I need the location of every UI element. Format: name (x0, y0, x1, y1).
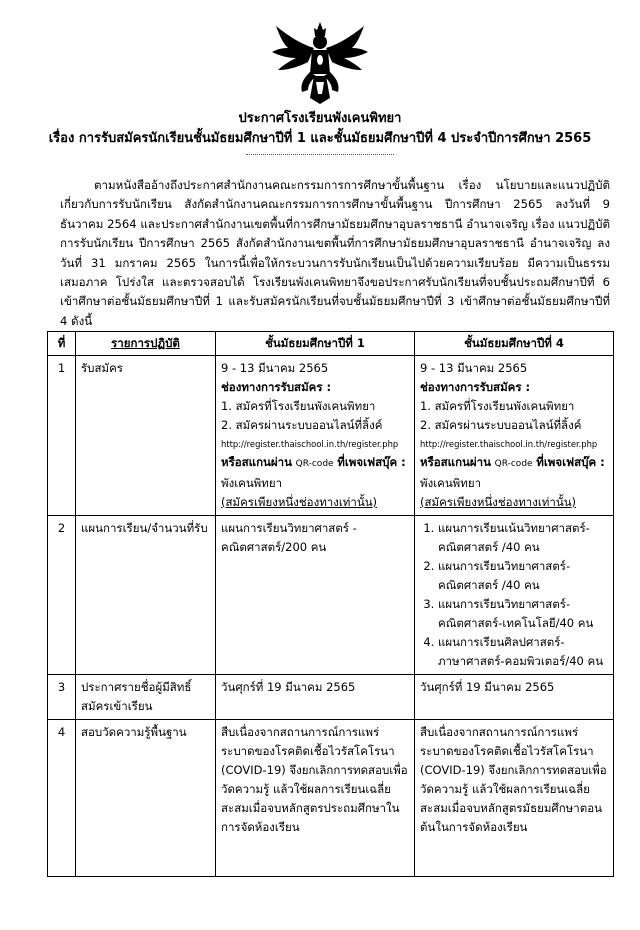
row2-no: 2 (48, 516, 76, 675)
plan4-line1: 4. แผนการเรียนศิลปศาสตร์- (438, 635, 565, 649)
plan1-line2: คณิตศาสตร์ /40 คน (438, 540, 540, 554)
row3-m1: วันศุกร์ที่ 19 มีนาคม 2565 (216, 675, 415, 720)
row1-m4-opt2: 2. สมัครผ่านระบบออนไลน์ที่ลิ้งค์ (420, 418, 582, 432)
row2-m1-line1: แผนการเรียนวิทยาศาสตร์ - (221, 521, 357, 535)
row1-no: 1 (48, 356, 76, 516)
table-row (48, 356, 614, 516)
row1-m1-note: (สมัครเพียงหนึ่งช่องทางเท่านั้น) (221, 495, 378, 509)
header-m1: ชั้นมัธยมศึกษาปีที่ 1 (216, 332, 415, 356)
body-paragraph-text: ตามหนังสืออ้างถึงประกาศสำนักงานคณะกรรมการการศึกษาขั้นพื้นฐาน เรื่อง นโยบายและแนวปฏิบัติเกี่ยวกับการรับนักเรียน สังกัดสำนักงานคณะกรรมการการศึกษาขั้นพื้นฐาน ปีการศึกษา 2565 ลงวันที่ 9 ธันวาคม 2564 และประกาศสำนักงานเขตพื้นที่การศึกษามัธยมศึกษาอุบลราชธานี อำนาจเจริญ เรื่อง แนวปฏิบัติการรับนักเรียน ปีการศึกษา 2565 สังกัดสำนักงานเขตพื้นที่การศึกษามัธยมศึกษาอุบลราชธานี อำนาจเจริญ ลงวันที่ 31 มกราคม 2565 ในการนี้เพื่อให้กระบวนการรับนักเรียนเป็นไปด้วยความเรียบร้อย มีความเป็นธรรม เสมอภาค โปร่งใส และตรวจสอบได้ โรงเรียนพังเคนพิทยาจึงขอประกาศรับนักเรียนที่จบชั้นประถมศึกษาปีที่ 6 เข้าศึกษาต่อชั้นมัธยมศึกษาปีที่ 1 และรับสมัครนักเรียนที่จบชั้นมัธยมศึกษาปีที่ 3 เข้าศึกษาต่อชั้นมัธยมศึกษาปีที่ 4 ดังนี้ (60, 178, 610, 328)
schedule-table (47, 331, 614, 877)
row1-m1-channel-title: ช่องทางการรับสมัคร : (221, 380, 332, 394)
row4-item: สอบวัดความรู้พื้นฐาน (76, 720, 216, 877)
row1-m4-channel-title: ช่องทางการรับสมัคร : (420, 380, 531, 394)
table-row (48, 516, 614, 675)
row1-m4-register-link[interactable]: http://register.thaischool.in.th/register.php (420, 439, 598, 449)
row2-m1 (216, 516, 415, 675)
row3-item (76, 675, 216, 720)
row1-m1-opt1: 1. สมัครที่โรงเรียนพังเคนพิทยา (221, 399, 376, 413)
row4-no: 4 (48, 720, 76, 877)
header-m4: ชั้นมัธยมศึกษาปีที่ 4 (415, 332, 614, 356)
row1-m4-opt1: 1. สมัครที่โรงเรียนพังเคนพิทยา (420, 399, 575, 413)
row1-m1-qr-code: QR-code (295, 459, 334, 469)
row1-m4-date: 9 - 13 มีนาคม 2565 (420, 361, 528, 375)
row1-item: รับสมัคร (76, 356, 216, 516)
row2-m4 (415, 516, 614, 675)
plan3-line2: คณิตศาสตร์-เทคโนโลยี/40 คน (438, 616, 594, 630)
row1-m1-register-link[interactable]: http://register.thaischool.in.th/register.php (221, 439, 399, 449)
list-item (438, 519, 608, 557)
row1-m1-opt2: 2. สมัครผ่านระบบออนไลน์ที่ลิ้งค์ (221, 418, 383, 432)
header-item: รายการปฏิบัติ (76, 332, 216, 356)
row1-m4-qr-post: ที่เพจเฟสบุ๊ค : (536, 455, 605, 469)
row1-m4-qr-pre: หรือสแกนผ่าน (420, 455, 491, 469)
body-paragraph (60, 176, 610, 331)
row1-m1-qr-post: ที่เพจเฟสบุ๊ค : (337, 455, 406, 469)
row3-item-line1: ประกาศรายชื่อผู้มีสิทธิ์ (81, 680, 192, 694)
table-header-row (48, 332, 614, 356)
header-no: ที่ (48, 332, 76, 356)
row1-m4-page: พังเคนพิทยา (420, 476, 482, 490)
list-item (438, 633, 608, 671)
row2-m1-line2: คณิตศาสตร์/200 คน (221, 540, 327, 554)
row2-item: แผนการเรียน/จำนวนที่รับ (76, 516, 216, 675)
school-announcement-title: ประกาศโรงเรียนพังเคนพิทยา (238, 111, 402, 126)
row3-m4: วันศุกร์ที่ 19 มีนาคม 2565 (415, 675, 614, 720)
row1-m1 (216, 356, 415, 516)
row1-m4-qr-code: QR-code (494, 459, 533, 469)
table-row (48, 720, 614, 877)
row1-m1-date: 9 - 13 มีนาคม 2565 (221, 361, 329, 375)
row1-m4 (415, 356, 614, 516)
row3-no: 3 (48, 675, 76, 720)
announcement-subject: เรื่อง การรับสมัครนักเรียนชั้นมัธยมศึกษาปีที่ 1 และชั้นมัธยมศึกษาปีที่ 4 ประจำปีการศึกษา 2565 (48, 131, 592, 146)
list-item (438, 595, 608, 633)
plan2-line1: 2. แผนการเรียนวิทยาศาสตร์- (438, 559, 571, 573)
plan4-line2: ภาษาศาสตร์-คอมพิวเตอร์/40 คน (438, 654, 604, 668)
row4-m4: สืบเนื่องจากสถานการณ์การแพร่ระบาดของโรคติดเชื้อไวรัสโคโรนา (COVID-19) จึงยกเลิกการทดสอบเพื่อวัดความรู้ แล้วใช้ผลการเรียนเฉลี่ยสะสมเมื่อจบหลักสูตรมัธยมศึกษาตอนต้นในการจัดห้องเรียน (415, 720, 614, 877)
row2-m4-plan-list (420, 519, 608, 671)
row4-m1: สืบเนื่องจากสถานการณ์การแพร่ระบาดของโรคติดเชื้อไวรัสโคโรนา (COVID-19) จึงยกเลิกการทดสอบเพื่อวัดความรู้ แล้วใช้ผลการเรียนเฉลี่ยสะสมเมื่อจบหลักสูตรประถมศึกษาในการจัดห้องเรียน (216, 720, 415, 877)
plan2-line2: คณิตศาสตร์ /40 คน (438, 578, 540, 592)
plan1-line1: 1. แผนการเรียนเน้นวิทยาศาสตร์- (438, 521, 590, 535)
title-divider (246, 154, 394, 155)
list-item (438, 557, 608, 595)
row1-m1-page: พังเคนพิทยา (221, 476, 283, 490)
row1-m4-note: (สมัครเพียงหนึ่งช่องทางเท่านั้น) (420, 495, 577, 509)
garuda-emblem-icon (270, 20, 370, 104)
row3-item-line2: สมัครเข้าเรียน (81, 699, 153, 713)
plan3-line1: 3. แผนการเรียนวิทยาศาสตร์- (438, 597, 571, 611)
table-row (48, 675, 614, 720)
row1-m1-qr-pre: หรือสแกนผ่าน (221, 455, 292, 469)
